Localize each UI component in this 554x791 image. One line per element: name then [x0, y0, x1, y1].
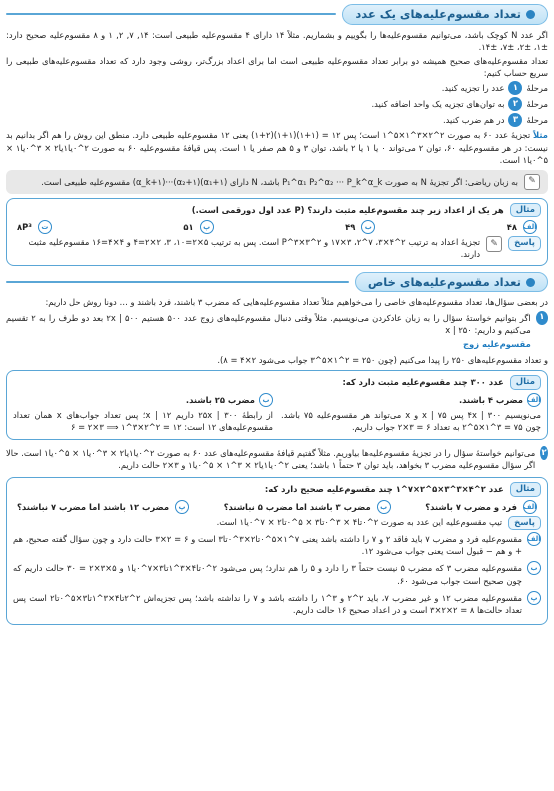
part-label [281, 393, 541, 407]
part-title: مضرب ۲۵ باشند. [185, 394, 255, 405]
answer-block [13, 236, 541, 260]
step-item [6, 97, 548, 111]
option-letter: الف [523, 500, 537, 514]
part-title: مضرب ۴ باشند. [459, 394, 523, 405]
answer-tag: پاسخ [508, 516, 541, 530]
part-letter: ب [259, 393, 273, 407]
option-value: ۵۱ [183, 222, 194, 233]
part-body: می‌نویسیم ۳۰۰ | ۴x پس ۷۵ | x و x می‌تواند هر مقسوم‌علیه ۷۵ باشد. چون ۷۵ = ۳^۱×۵^۲ به تعداد ۶ = ۳×۲ جواب داریم. [281, 409, 542, 432]
answer-part [13, 561, 541, 588]
option-value: ۴۹ [345, 222, 356, 233]
step-label: مرحلهٔ [526, 115, 548, 126]
example-question: عدد ۳۰۰ چند مقسوم‌علیه مثبت دارد که: [342, 377, 504, 388]
option [425, 500, 537, 514]
part-letter: پ [527, 591, 541, 605]
section-title-text: تعداد مقسوم‌علیه‌های خاص [367, 274, 521, 289]
method-text: اگر بتوانیم خواستهٔ سؤال را به زبان عادکردن می‌نویسیم. مثلاً وقتی دنبال مقسوم‌علیه‌های زوج عدد ۵۰۰ هستیم ۵۰۰ | ۲x بعد دو طرف را به ۲ تقسیم می‌کنیم و داریم: ۲۵۰ | x [6, 312, 531, 335]
part-label [13, 393, 273, 407]
step-item [6, 113, 548, 127]
steps-list [6, 81, 548, 127]
answer-block [13, 516, 541, 530]
example-paragraph [6, 129, 548, 166]
part-text: مقسوم‌علیه مضرب ۳ که مضرب ۵ نیست حتماً ۳ را دارد و ۵ را هم ندارد؛ پس می‌شود ۲^۰تا۴×۳^۱تا۳×۷^۰یا۱ و ۵×۳×۲ = ۳۰ حالت داریم که چون صحیح است جواب می‌شود ۶۰. [13, 563, 523, 586]
step-item [6, 81, 548, 95]
option [224, 500, 391, 514]
part-letter: الف [527, 393, 541, 407]
step-number-badge: ۲ [508, 97, 522, 111]
section-title-pill [355, 272, 548, 293]
method-item [6, 311, 548, 353]
section-title [6, 272, 548, 293]
step-label: مرحلهٔ [526, 83, 548, 94]
part-letter: الف [527, 532, 541, 546]
step-label: مرحلهٔ [526, 99, 548, 110]
part-body: از رابطهٔ ۳۰۰ | ۲۵x داریم ۱۲ | x؛ پس تعداد جواب‌های x همان تعداد مقسوم‌علیه‌های ۱۲ است: ۱۲ = ۲^۲×۳^۱ ⟹ ۳×۲ = ۶ [13, 409, 273, 432]
option [17, 500, 189, 514]
option [183, 220, 213, 234]
answer-tag: پاسخ [508, 236, 541, 250]
column-b [13, 393, 273, 435]
example-tag: مثال [510, 482, 541, 496]
option [507, 220, 537, 234]
option-letter: ب [377, 500, 391, 514]
option-letter: پ [175, 500, 189, 514]
section-title-text: تعداد مقسوم‌علیه‌های یک عدد [355, 7, 521, 21]
page [6, 4, 548, 631]
example-text: تجزیهٔ عدد ۶۰ به صورت ۲^۲×۳^۱×۵^۱ است؛ پس ۱۲ = (۱+۱)(۱+۱)(۲+۱) یعنی ۱۲ مقسوم‌علیه طبیعی دارد. منطق این روش را هم اگر بدانیم بد نیست: در هر مقسوم‌علیه ۶۰، توان ۲ می‌تواند ۰ یا ۱ یا ۲ باشد، توان ۳ و ۵ هم صفر یا ۱ است. پس قیافهٔ مقسوم‌علیه ۶۰ به صورت ۲^۰یا۱یا۲ × ۳^۰یا۱ × ۵^۰یا۱ است. [6, 130, 549, 165]
answer-text: تیپ مقسوم‌علیه این عدد به صورت ۲^۰تا۴ × ۳^۰تا۳ × ۵^۰تا۲ × ۷^۰یا۱ است. [216, 516, 503, 527]
example-header [13, 375, 541, 389]
method-number-badge: ۲ [540, 446, 548, 460]
option-value: فرد و مضرب ۷ باشند؟ [425, 501, 517, 512]
paragraph: اگر عدد N کوچک باشد، می‌توانیم مقسوم‌علیه‌ها را بگوییم و بشماریم. مثلاً ۱۴ دارای ۴ مقسوم‌علیه طبیعی است: ۱۴, ۷, ۲, ۱ و ۸ مقسوم‌علیه صحیح دارد: ±۱، ±۲، ±۷، ±۱۴. [6, 29, 548, 52]
option [17, 220, 52, 234]
answer-part [13, 532, 541, 559]
answer-part [13, 591, 541, 618]
method-item [6, 446, 548, 473]
method-side-label: مقسوم‌علیه زوج [463, 338, 531, 349]
step-number-badge: ۳ [508, 113, 522, 127]
example-question: هر یک از اعداد زیر چند مقسوم‌علیه مثبت دارند؟ (P عدد اول دورقمی است.) [191, 205, 504, 216]
method-number-badge: ۱ [536, 311, 548, 325]
options-row [13, 220, 541, 234]
option-value: مضرب ۱۲ باشند اما مضرب ۷ نباشند؟ [17, 501, 170, 512]
option-letter: الف [523, 220, 537, 234]
example-box [6, 198, 548, 266]
part-letter: ب [527, 561, 541, 575]
example-tag: مثال [510, 375, 541, 389]
option-letter: پ [200, 220, 214, 234]
part-text: مقسوم‌علیه مضرب ۱۲ و غیر مضرب ۷، باید ۲^۲ و ۳^۱ را داشته باشد و ۷ را نداشته باشد؛ پس تجزیه‌اش ۲^۲تا۴×۳^۱تا۳×۵^۰تا۲ است پس تعداد حالت‌ها ۸ = ۲×۲×۳ است و در اعداد صحیح ۱۶ حالت داریم. [13, 592, 522, 615]
example-question: عدد ۲^۴×۳^۳×۵^۲×۷^۱ چند مقسوم‌علیه صحیح دارد که: [264, 484, 504, 495]
option-value: مضرب ۳ باشند اما مضرب ۵ نباشند؟ [223, 501, 371, 512]
section-divider [6, 13, 336, 15]
paragraph: در بعضی سؤال‌ها، تعداد مقسوم‌علیه‌های خاصی را می‌خواهیم مثلاً تعداد مقسوم‌علیه‌هایی که مضرب ۳ باشند، فرد باشند و … دونا روش حل داریم: [45, 297, 548, 308]
paragraph: تعداد مقسوم‌علیه‌های صحیح همیشه دو برابر تعداد مقسوم‌علیه طبیعی است اما برای اعداد بزرگ‌تر، روشی وجود دارد که تعداد مقسوم‌علیه‌های طبیعی را سریع حساب کنیم: [6, 56, 548, 79]
example-box [6, 477, 548, 625]
answer-text: تجزیهٔ اعداد به ترتیب ۲^۴×۳، ۷^۲، ۳×۱۷ و ۲^۳×P^۳ است. پس به ترتیب ۵×۲=۱۰، ۳، ۲×۲=۴ و ۴×۴=۱۶ مقسوم‌علیه مثبت دارند. [28, 237, 481, 260]
options-row [13, 500, 541, 514]
section-dot-icon [526, 10, 535, 19]
formula-box [6, 170, 548, 194]
step-text: به توان‌های تجزیه یک واحد اضافه کنید. [371, 99, 505, 110]
pencil-icon: ✎ [486, 236, 502, 252]
option [345, 220, 375, 234]
section-dot-icon [526, 278, 535, 287]
two-column [13, 393, 541, 435]
option-letter: ب [361, 220, 375, 234]
option-value: ۴۸ [506, 222, 517, 233]
example-box [6, 370, 548, 440]
step-number-badge: ۱ [508, 81, 522, 95]
step-text: در هم ضرب کنید. [442, 115, 505, 126]
option-value: ۸P³ [17, 222, 32, 233]
example-header [13, 482, 541, 496]
method-text: می‌توانیم خواستهٔ سؤال را در تجزیهٔ مقسوم‌علیه‌ها بیاوریم. مثلاً گفتیم قیافهٔ مقسوم‌علیه‌های عدد ۶۰ به صورت ۲^۰یا۱یا۲ × ۳^۰یا۱ × ۵^۰یا۱ است. حالا اگر سؤال مقسوم‌علیه مضرب ۳ بخواهد، باید توان ۳ حتماً ۱ باشد؛ یعنی ۲^۰یا۱یا۲ × ۳^۱ × ۵^۰یا۱ و ۳×۲ حالت داریم. [6, 447, 536, 471]
paragraph: و تعداد مقسوم‌علیه‌های ۲۵۰ را پیدا می‌کنیم (چون ۲۵۰ = ۲^۱×۵^۳ جواب می‌شود ۲×۴ = ۸). [217, 355, 548, 366]
step-text: عدد را تجزیه کنید. [441, 83, 505, 94]
example-header [13, 203, 541, 217]
formula-text: به زبان ریاضی: اگر تجزیهٔ N به صورت P₁^α₁ P₂^α₂ ··· P_k^α_k باشد، N دارای (α₁+۱)(α₂+۱)···(α_k+۱) مقسوم‌علیه طبیعی است. [41, 176, 518, 187]
example-label: مثلاً [533, 130, 548, 141]
part-text: مقسوم‌علیه فرد و مضرب ۷ باید فاقد ۲ و ۷ را داشته باشد یعنی ۷^۱×۵^۰تا۲×۳^۰تا۳ است و ۶ = ۲×۳ حالت دارد و چون سؤال گفته صحیح، هم + و هم − قبول است یعنی جواب می‌شود ۱۲. [13, 533, 522, 557]
pencil-icon: ✎ [524, 174, 540, 190]
section-title [6, 4, 548, 25]
option-letter: ت [38, 220, 52, 234]
column-a [281, 393, 541, 435]
section-divider [6, 281, 349, 283]
section-title-pill [342, 4, 548, 25]
example-tag: مثال [510, 203, 541, 217]
